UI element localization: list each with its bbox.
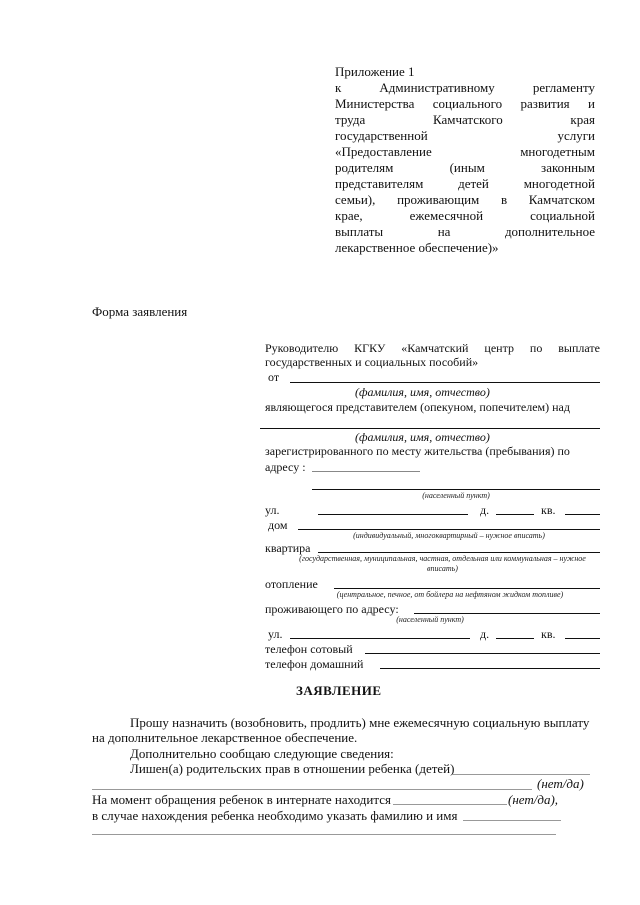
- statement-p4: На момент обращения ребенок в интернате находится: [92, 792, 391, 807]
- child-name-field[interactable]: [463, 820, 561, 821]
- appendix-line: к Административному регламенту: [335, 80, 595, 95]
- appendix-line: крае, ежемесячной социальной: [335, 208, 595, 223]
- home-phone-label: телефон домашний: [265, 657, 364, 671]
- apt-field-2[interactable]: [565, 638, 600, 639]
- street-field-1[interactable]: [318, 514, 468, 515]
- address-label: адресу :: [265, 460, 306, 474]
- statement-p1a: Прошу назначить (возобновить, продлить) мне ежемесячную социальную выплату: [130, 715, 590, 730]
- parental-rights-field[interactable]: [452, 774, 590, 775]
- home-phone-field[interactable]: [380, 668, 600, 669]
- flat-hint: (государственная, муниципальная, частная, отдельная или коммунальная – нужное вписать): [299, 554, 586, 573]
- parental-rights-hint: (нет/да): [537, 776, 584, 791]
- boarding-school-hint: (нет/да),: [508, 792, 559, 807]
- house-type-field[interactable]: [298, 529, 600, 530]
- fio-hint-2: (фамилия, имя, отчество): [355, 430, 490, 444]
- appendix-line: Министерства социального развития и: [335, 96, 595, 111]
- appendix-line: государственной услуги: [335, 128, 595, 143]
- form-title: Форма заявления: [92, 304, 188, 319]
- street-field-2[interactable]: [290, 638, 470, 639]
- house-label-2: д.: [480, 627, 490, 641]
- appendix-line: родителям (иным законным: [335, 160, 595, 175]
- apt-field-1[interactable]: [565, 514, 600, 515]
- address-field[interactable]: [312, 471, 420, 472]
- flat-label: квартира: [265, 541, 311, 555]
- appendix-line: лекарственное обеспечение)»: [335, 240, 499, 255]
- child-name-field-2[interactable]: [92, 834, 556, 835]
- appendix-line: труда Камчатского края: [335, 112, 595, 127]
- statement-title: ЗАЯВЛЕНИЕ: [296, 683, 382, 698]
- house-type-label: дом: [268, 518, 288, 532]
- street-label-2: ул.: [268, 627, 283, 641]
- house-field-1[interactable]: [496, 514, 534, 515]
- living-field[interactable]: [414, 613, 600, 614]
- apt-label-1: кв.: [541, 503, 556, 517]
- settlement-field-1[interactable]: [312, 489, 600, 490]
- mobile-label: телефон сотовый: [265, 642, 353, 656]
- apt-label-2: кв.: [541, 627, 556, 641]
- ward-field[interactable]: [260, 428, 600, 429]
- appendix-line: выплаты на дополнительное: [335, 224, 595, 239]
- heating-field[interactable]: [334, 588, 600, 589]
- house-type-hint: (индивидуальный, многоквартирный – нужное вписать): [353, 531, 545, 540]
- registered-label: зарегистрированного по месту жительства (пребывания) по: [265, 444, 570, 458]
- boarding-school-field[interactable]: [393, 804, 507, 805]
- representative-label: являющегося представителем (опекуном, попечителем) над: [265, 400, 570, 414]
- appendix-block: [335, 64, 595, 256]
- appendix-title: Приложение 1: [335, 64, 415, 79]
- flat-field[interactable]: [318, 552, 600, 553]
- street-label-1: ул.: [265, 503, 280, 517]
- statement-p3: Лишен(а) родительских прав в отношении ребенка (детей): [130, 761, 455, 776]
- house-field-2[interactable]: [496, 638, 534, 639]
- appendix-line: семьи), проживающим в Камчатском: [335, 192, 595, 207]
- living-label: проживающего по адресу:: [265, 602, 399, 616]
- addressee-line-2: государственных и социальных пособий»: [265, 355, 479, 369]
- mobile-field[interactable]: [365, 653, 600, 654]
- heating-label: отопление: [265, 577, 318, 591]
- from-label: от: [268, 370, 280, 384]
- house-label-1: д.: [480, 503, 490, 517]
- settlement-hint-2: (населенный пункт): [396, 615, 464, 624]
- statement-p2: Дополнительно сообщаю следующие сведения:: [130, 746, 394, 761]
- parental-rights-field-2[interactable]: [92, 789, 532, 790]
- fio-hint-1: (фамилия, имя, отчество): [355, 385, 490, 399]
- statement-p1b: на дополнительное лекарственное обеспечение.: [92, 730, 358, 745]
- appendix-line: «Предоставление многодетным: [335, 144, 595, 159]
- statement-p5: в случае нахождения ребенка необходимо указать фамилию и имя: [92, 808, 458, 823]
- appendix-line: представителям детей многодетной: [335, 176, 595, 191]
- heating-hint: (центральное, печное, от бойлера на нефтяном жидком топливе): [336, 590, 564, 599]
- settlement-hint-1: (населенный пункт): [422, 491, 490, 500]
- addressee-line-1: Руководителю КГКУ «Камчатский центр по выплате: [265, 341, 600, 355]
- from-field[interactable]: [290, 382, 600, 383]
